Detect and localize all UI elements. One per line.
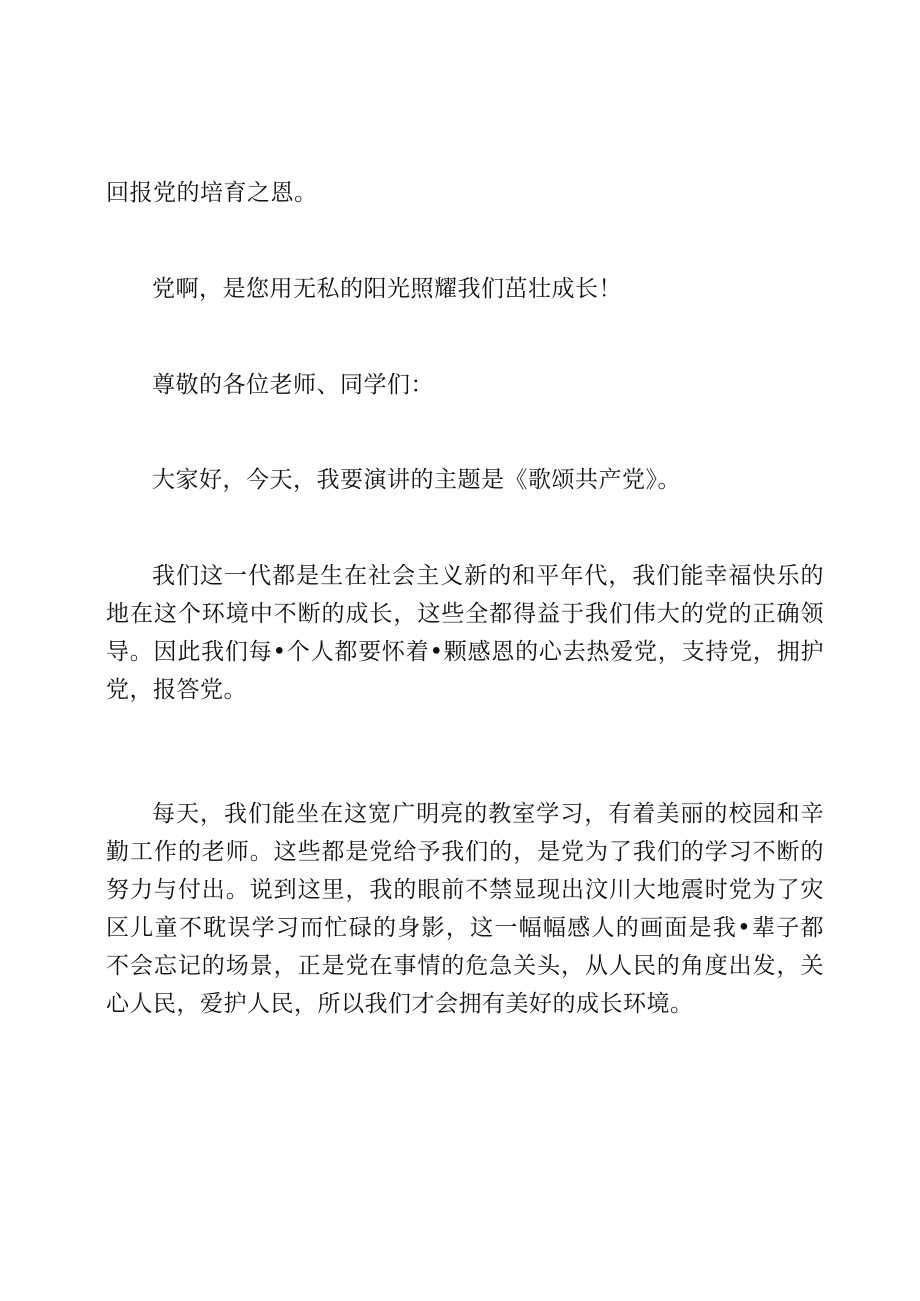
paragraph-exclamation: 党啊，是您用无私的阳光照耀我们茁壮成长！ [152,276,622,302]
paragraph-salutation: 尊敬的各位老师、同学们： [152,372,434,398]
paragraph-topic: 大家好，今天，我要演讲的主题是《歌颂共产党》。 [152,467,681,493]
paragraph-body-2: 每天，我们能坐在这宽广明亮的教室学习，有着美丽的校园和辛勤工作的老师。这些都是党给予我们的，是党为了我们的学习不断的努力与付出。说到这里，我的眼前不禁显现出汶川大地震时党为了灾区儿童不耽误学习而忙碌的身影，这一幅幅感人的画面是我•辈子都不会忘记的场景，正是党在事情的危急关头，从人民的角度出发，关心人民，爱护人民，所以我们才会拥有美好的成长环境。 [106,801,824,1017]
paragraph-closing-line: 回报党的培育之恩。 [106,180,318,206]
paragraph-body-1: 我们这一代都是生在社会主义新的和平年代，我们能幸福快乐的地在这个环境中不断的成长，这些全都得益于我们伟大的党的正确领导。因此我们每•个人都要怀着•颗感恩的心去热爱党，支持党，拥护党，报答党。 [106,563,824,703]
